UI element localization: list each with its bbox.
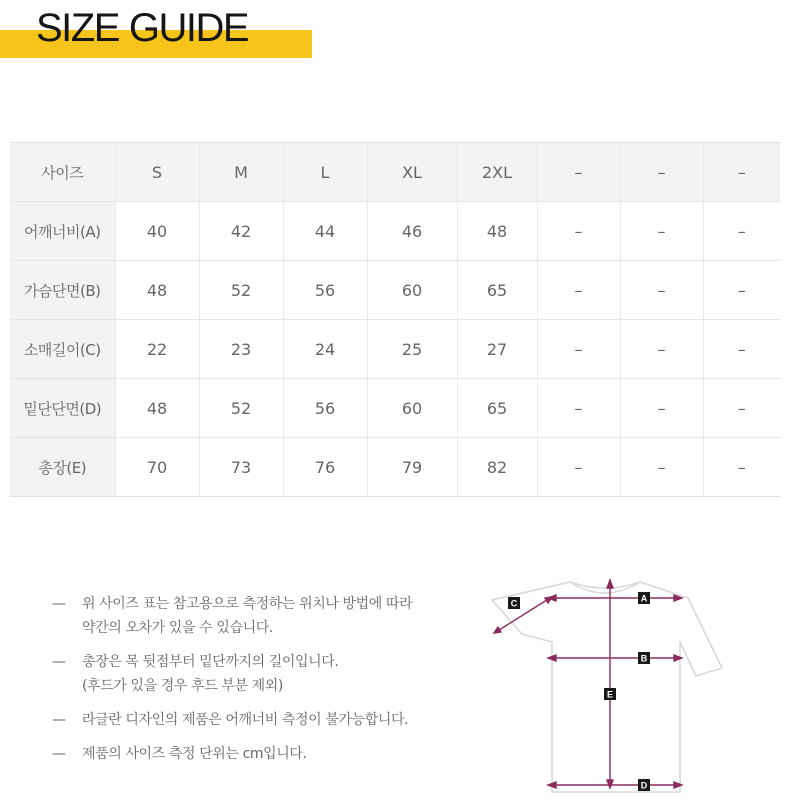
- note-dash: —: [52, 596, 66, 612]
- measure-b-line: [548, 655, 682, 661]
- table-cell: 48: [115, 379, 199, 438]
- table-cell: –: [703, 379, 780, 438]
- table-row: [10, 320, 780, 379]
- table-cell: 27: [457, 320, 537, 379]
- table-cell: –: [703, 261, 780, 320]
- table-row: [10, 379, 780, 438]
- table-cell: 42: [199, 202, 283, 261]
- measure-c-line: [494, 597, 552, 633]
- table-cell: –: [537, 320, 620, 379]
- size-header-cell: –: [620, 143, 703, 202]
- table-cell: 40: [115, 202, 199, 261]
- table-cell: 65: [457, 261, 537, 320]
- table-cell: 60: [367, 379, 457, 438]
- note-item: [52, 650, 472, 698]
- table-cell: –: [537, 261, 620, 320]
- table-cell: 82: [457, 438, 537, 497]
- table-cell: 52: [199, 379, 283, 438]
- label-d: D: [640, 780, 648, 791]
- table-cell: 23: [199, 320, 283, 379]
- label-e: E: [606, 689, 614, 700]
- size-guide-header: [0, 0, 330, 62]
- measure-e-line: [607, 580, 613, 788]
- table-cell: 44: [283, 202, 367, 261]
- table-cell: –: [703, 438, 780, 497]
- table-cell: 52: [199, 261, 283, 320]
- table-cell: 48: [457, 202, 537, 261]
- table-cell: 70: [115, 438, 199, 497]
- table-cell: 65: [457, 379, 537, 438]
- note-text: 약간의 오차가 있을 수 있습니다.: [82, 620, 273, 636]
- table-cell: –: [620, 261, 703, 320]
- size-table-container: [10, 142, 780, 497]
- table-cell: 56: [283, 379, 367, 438]
- size-header-cell: XL: [367, 143, 457, 202]
- size-table-body: [10, 143, 780, 497]
- tshirt-sleeve-line: [492, 582, 570, 600]
- note-dash: —: [52, 654, 66, 670]
- table-cell: 79: [367, 438, 457, 497]
- note-item: [52, 708, 472, 732]
- table-cell: –: [703, 202, 780, 261]
- note-text: 위 사이즈 표는 참고용으로 측정하는 위치나 방법에 따라: [82, 596, 413, 612]
- row-label-cell: 밑단단면(D): [10, 379, 115, 438]
- table-cell: –: [620, 202, 703, 261]
- size-header-cell: –: [703, 143, 780, 202]
- row-label-cell: 가슴단면(B): [10, 261, 115, 320]
- note-text: 제품의 사이즈 측정 단위는 cm입니다.: [82, 746, 307, 762]
- size-header-cell: M: [199, 143, 283, 202]
- table-cell: 24: [283, 320, 367, 379]
- note-text: (후드가 있을 경우 후드 부분 제외): [82, 678, 283, 694]
- page-title: [36, 4, 248, 52]
- label-c: C: [510, 598, 518, 609]
- table-cell: –: [620, 320, 703, 379]
- table-cell: 60: [367, 261, 457, 320]
- size-header-cell: L: [283, 143, 367, 202]
- label-b: B: [640, 653, 648, 664]
- note-dash: —: [52, 746, 66, 762]
- tshirt-diagram-svg: [490, 570, 740, 800]
- size-table: [10, 142, 780, 497]
- table-cell: 25: [367, 320, 457, 379]
- table-cell: 73: [199, 438, 283, 497]
- table-cell: 22: [115, 320, 199, 379]
- table-row: [10, 261, 780, 320]
- notes-list: [52, 592, 472, 766]
- row-label-cell: 소매길이(C): [10, 320, 115, 379]
- size-header-cell: S: [115, 143, 199, 202]
- row-label-cell: 어깨너비(A): [10, 202, 115, 261]
- table-cell: –: [620, 379, 703, 438]
- table-cell: 46: [367, 202, 457, 261]
- table-cell: –: [620, 438, 703, 497]
- note-item: [52, 742, 472, 766]
- table-row: [10, 438, 780, 497]
- note-item: [52, 592, 472, 640]
- measure-a-line: [548, 595, 682, 601]
- table-cell: –: [703, 320, 780, 379]
- header-label-cell: 사이즈: [10, 143, 115, 202]
- table-cell: –: [537, 379, 620, 438]
- note-dash: —: [52, 712, 66, 728]
- table-cell: 76: [283, 438, 367, 497]
- note-text: 총장은 목 뒷점부터 밑단까지의 길이입니다.: [82, 654, 339, 670]
- size-header-cell: 2XL: [457, 143, 537, 202]
- table-row: [10, 202, 780, 261]
- table-cell: –: [537, 202, 620, 261]
- note-text: 라글란 디자인의 제품은 어깨너비 측정이 불가능합니다.: [82, 712, 409, 728]
- table-cell: –: [537, 438, 620, 497]
- size-header-cell: –: [537, 143, 620, 202]
- title-word-size: SIZE: [36, 6, 119, 50]
- table-header-row: [10, 143, 780, 202]
- label-a: A: [640, 593, 648, 604]
- table-cell: 48: [115, 261, 199, 320]
- tshirt-measurement-diagram-icon: [490, 570, 740, 800]
- title-word-guide: GUIDE: [128, 6, 249, 50]
- measure-d-line: [548, 782, 682, 788]
- table-cell: 56: [283, 261, 367, 320]
- row-label-cell: 총장(E): [10, 438, 115, 497]
